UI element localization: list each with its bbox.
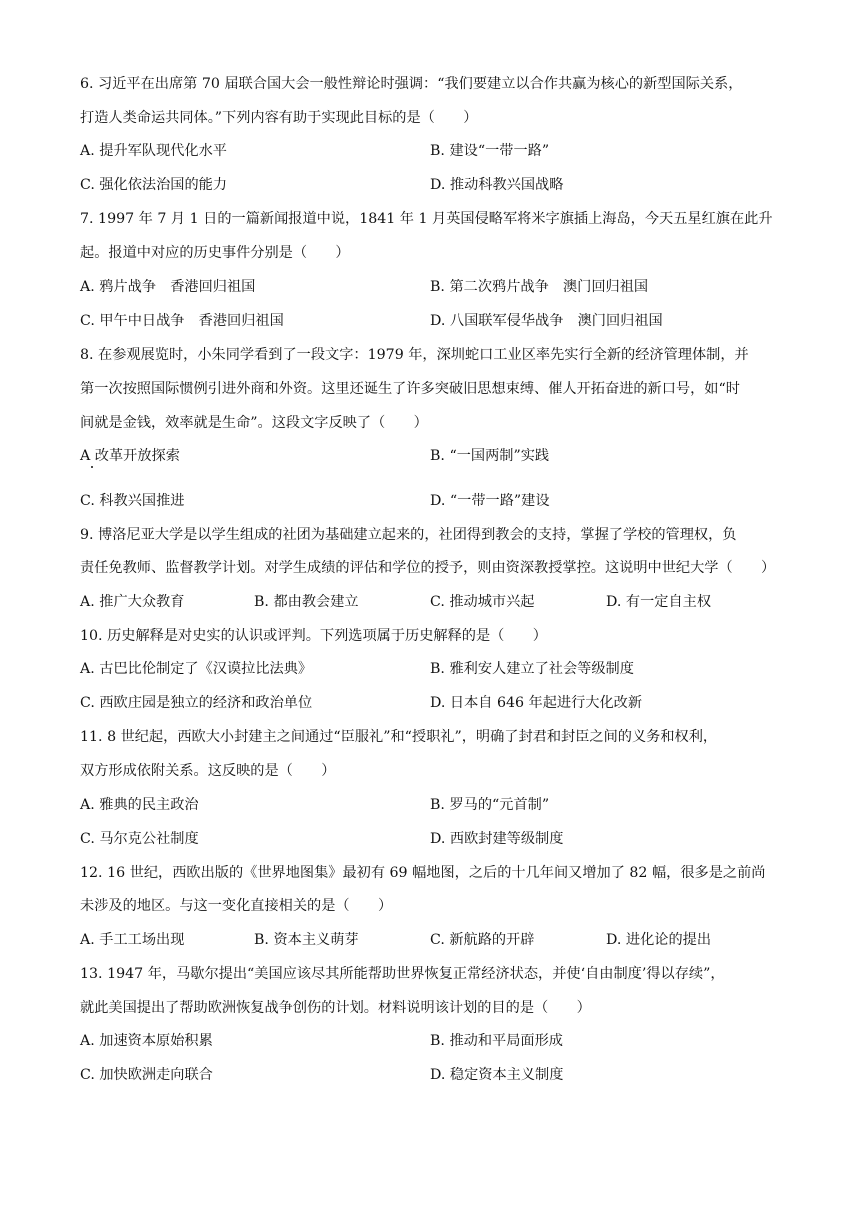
question-13-stem-line-2: 就此美国提出了帮助欧洲恢复战争创伤的计划。材料说明该计划的目的是（ ） bbox=[80, 1000, 591, 1016]
question-8-option-a: A 改革开放探索 bbox=[80, 448, 180, 464]
question-8-option-c: C. 科教兴国推进 bbox=[80, 493, 185, 509]
question-8-stem-line-2: 第一次按照国际惯例引进外商和外资。这里还诞生了许多突破旧思想束缚、催人开拓奋进的新口号，如“时 bbox=[80, 381, 740, 397]
question-8-stem-line-1: 8. 在参观展览时，小朱同学看到了一段文字：1979 年，深圳蛇口工业区率先实行全新的经济管理体制，并 bbox=[80, 347, 749, 363]
question-9-stem-line-2: 责任免教师、监督教学计划。对学生成绩的评估和学位的授予，则由资深教授掌控。这说明中世纪大学（ ） bbox=[80, 560, 776, 576]
question-6-option-b: B. 建设“一带一路” bbox=[430, 143, 550, 159]
question-13-option-a: A. 加速资本原始积累 bbox=[80, 1033, 213, 1049]
question-13-option-d: D. 稳定资本主义制度 bbox=[430, 1067, 564, 1083]
question-11-option-c: C. 马尔克公社制度 bbox=[80, 831, 199, 847]
question-11-option-a: A. 雅典的民主政治 bbox=[80, 797, 199, 813]
question-10-option-a: A. 古巴比伦制定了《汉谟拉比法典》 bbox=[80, 661, 313, 677]
question-12-option-b: B. 资本主义萌芽 bbox=[254, 932, 359, 948]
stray-dot-mark bbox=[91, 466, 93, 468]
question-9-option-b: B. 都由教会建立 bbox=[254, 594, 359, 610]
question-10-option-c: C. 西欧庄园是独立的经济和政治单位 bbox=[80, 695, 313, 711]
question-11-option-d: D. 西欧封建等级制度 bbox=[430, 831, 564, 847]
question-10-option-b: B. 雅利安人建立了社会等级制度 bbox=[430, 661, 634, 677]
question-11-option-b: B. 罗马的“元首制” bbox=[430, 797, 550, 813]
question-6-option-c: C. 强化依法治国的能力 bbox=[80, 177, 228, 193]
question-11-stem-line-1: 11. 8 世纪起，西欧大小封建主之间通过“臣服礼”和“授职礼”，明确了封君和封臣之间的义务和权利， bbox=[80, 729, 718, 745]
question-9-option-d: D. 有一定自主权 bbox=[606, 594, 712, 610]
question-7-option-c: C. 甲午中日战争 香港回归祖国 bbox=[80, 313, 284, 329]
question-10-stem-line-1: 10. 历史解释是对史实的认识或评判。下列选项属于历史解释的是（ ） bbox=[80, 628, 547, 644]
question-9-option-c: C. 推动城市兴起 bbox=[430, 594, 535, 610]
question-7-stem-line-2: 起。报道中对应的历史事件分别是（ ） bbox=[80, 245, 350, 261]
question-7-stem-line-1: 7. 1997 年 7 月 1 日的一篇新闻报道中说，1841 年 1 月英国侵略军将米字旗插上海岛，今天五星红旗在此升 bbox=[80, 211, 773, 227]
question-8-option-d: D. “一带一路”建设 bbox=[430, 493, 550, 509]
question-12-stem-line-1: 12. 16 世纪，西欧出版的《世界地图集》最初有 69 幅地图，之后的十几年间又增加了 82 幅，很多是之前尚 bbox=[80, 865, 766, 881]
question-12-option-c: C. 新航路的开辟 bbox=[430, 932, 535, 948]
question-10-option-d: D. 日本自 646 年起进行大化改新 bbox=[430, 695, 643, 711]
question-7-option-a: A. 鸦片战争 香港回归祖国 bbox=[80, 279, 256, 295]
question-9-stem-line-1: 9. 博洛尼亚大学是以学生组成的社团为基础建立起来的，社团得到教会的支持，掌握了学校的管理权，负 bbox=[80, 527, 737, 543]
question-7-option-d: D. 八国联军侵华战争 澳门回归祖国 bbox=[430, 313, 663, 329]
question-6-option-d: D. 推动科教兴国战略 bbox=[430, 177, 564, 193]
question-6-stem-line-1: 6. 习近平在出席第 70 届联合国大会一般性辩论时强调：“我们要建立以合作共赢为核心的新型国际关系， bbox=[80, 76, 743, 92]
question-13-stem-line-1: 13. 1947 年，马歇尔提出“美国应该尽其所能帮助世界恢复正常经济状态，并使‘自由制度’得以存续”， bbox=[80, 966, 725, 982]
question-12-option-a: A. 手工工场出现 bbox=[80, 932, 185, 948]
question-8-stem-line-3: 间就是金钱，效率就是生命”。这段文字反映了（ ） bbox=[80, 415, 428, 431]
question-6-option-a: A. 提升军队现代化水平 bbox=[80, 143, 227, 159]
question-13-option-c: C. 加快欧洲走向联合 bbox=[80, 1067, 213, 1083]
question-8-option-b: B. “一国两制”实践 bbox=[430, 448, 550, 464]
question-6-stem-line-2: 打造人类命运共同体。”下列内容有助于实现此目标的是（ ） bbox=[80, 110, 478, 126]
question-9-option-a: A. 推广大众教育 bbox=[80, 594, 185, 610]
question-11-stem-line-2: 双方形成依附关系。这反映的是（ ） bbox=[80, 763, 336, 779]
question-13-option-b: B. 推动和平局面形成 bbox=[430, 1033, 563, 1049]
question-12-option-d: D. 进化论的提出 bbox=[606, 932, 712, 948]
question-12-stem-line-2: 未涉及的地区。与这一变化直接相关的是（ ） bbox=[80, 898, 393, 914]
question-7-option-b: B. 第二次鸦片战争 澳门回归祖国 bbox=[430, 279, 649, 295]
